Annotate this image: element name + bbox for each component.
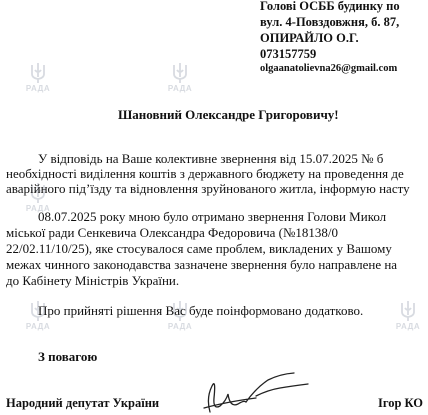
recipient-street: вул. 4-Повздовжня, б. 87, — [260, 15, 400, 29]
trident-watermark-icon — [172, 62, 188, 84]
paragraph-2-line: межах чинного законодавства зазначене звернення було направлене на — [6, 257, 398, 272]
paragraph-2-line: 08.07.2025 року мною було отримано звернення Голови Микол — [38, 209, 387, 224]
watermark-right-bottom — [388, 300, 428, 331]
signature-name: Ігор КО — [378, 396, 424, 410]
watermark-text: РАДА — [167, 322, 193, 331]
trident-watermark-icon — [30, 62, 46, 84]
paragraph-1-line: У відповідь на Ваше колективне звернення від 15.07.2025 № б — [38, 151, 384, 166]
signature-position: Народний депутат України — [6, 396, 160, 410]
trident-watermark-icon — [400, 300, 416, 322]
recipient-title: Голові ОСББ будинку по — [260, 0, 400, 13]
recipient-email: olgaanatolievna26@gmail.com — [260, 63, 398, 74]
watermark-text: РАДА — [167, 84, 193, 93]
handwritten-signature — [196, 368, 316, 415]
recipient-phone: 073157759 — [260, 47, 317, 61]
paragraph-2-line: міської ради Сенкевича Олександра Федоровича (№18138/0 — [6, 225, 339, 240]
paragraph-2-line: до Кабінету Міністрів України. — [6, 273, 180, 288]
salutation: Шановний Олександре Григоровичу! — [118, 107, 339, 122]
paragraph-2-line: 22/02.11/10/25), яке стосувалося саме проблем, викладених у Вашому — [6, 241, 392, 256]
closing: З повагою — [38, 349, 98, 364]
watermark-left-top — [18, 62, 58, 93]
paragraph-3-line: Про прийняті рішення Вас буде поінформовано додатково. — [38, 303, 364, 318]
watermark-center-top — [160, 62, 200, 93]
watermark-text: РАДА — [25, 84, 51, 93]
paragraph-1-line: аварійного під’їзду та відновлення зруйнованого житла, інформую насту — [6, 181, 410, 196]
watermark-text: РАДА — [25, 322, 51, 331]
recipient-name: ОПИРАЙЛО О.Г. — [260, 31, 359, 45]
watermark-text: РАДА — [395, 322, 421, 331]
paragraph-1-line: необхідності виділення коштів з державного бюджету на проведення де — [6, 166, 404, 181]
watermark-text: РАДА — [25, 204, 51, 213]
